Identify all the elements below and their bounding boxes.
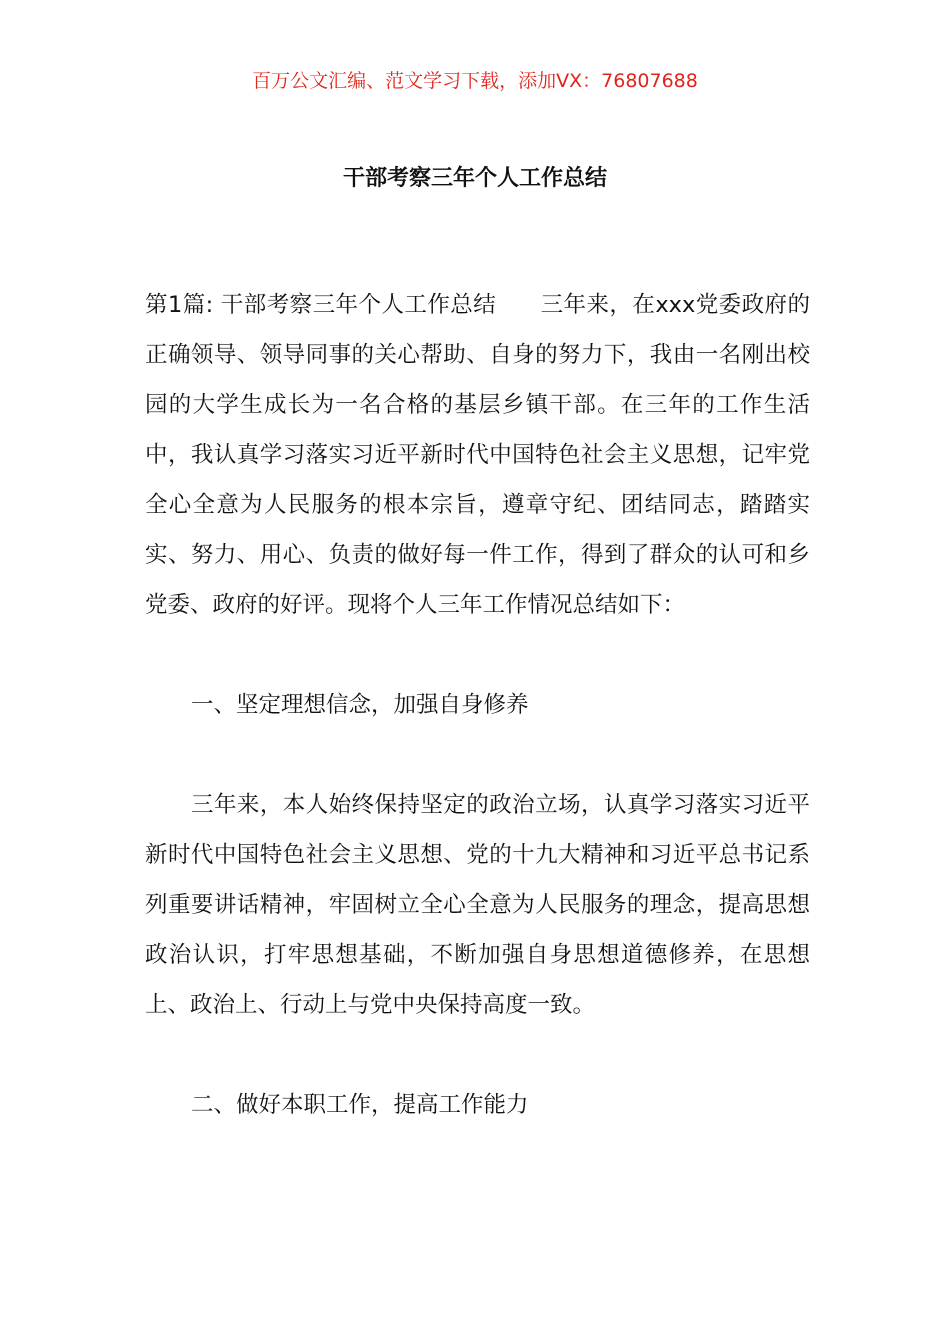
document-body (145, 280, 810, 1130)
paragraph-gap (145, 630, 810, 680)
paragraph-gap (145, 730, 810, 780)
intro-paragraph (145, 280, 810, 630)
intro-label: 第1篇: 干部考察三年个人工作总结 (145, 292, 497, 318)
header-notice: 百万公文汇编、范文学习下载，添加VX：76807688 (252, 70, 698, 92)
paragraph-gap (145, 1030, 810, 1080)
section-heading-1: 一、坚定理想信念，加强自身修养 (191, 692, 529, 718)
section-heading-2: 二、做好本职工作，提高工作能力 (191, 1092, 529, 1118)
document-title: 干部考察三年个人工作总结 (342, 166, 607, 191)
intro-text: 三年来，在xxx党委政府的正确领导、领导同事的关心帮助、自身的努力下，我由一名刚出校园的大学生成长为一名合格的基层乡镇干部。在三年的工作生活中，我认真学习落实习近平新时代中国特色社会主义思想，记牢党全心全意为人民服务的根本宗旨，遵章守纪、团结同志，踏踏实实、努力、用心、负责的做好每一件工作，得到了群众的认可和乡党委、政府的好评。现将个人三年工作情况总结如下： (145, 292, 810, 618)
section-body-1: 三年来，本人始终保持坚定的政治立场，认真学习落实习近平新时代中国特色社会主义思想、党的十九大精神和习近平总书记系列重要讲话精神，牢固树立全心全意为人民服务的理念，提高思想政治认识，打牢思想基础，不断加强自身思想道德修养，在思想上、政治上、行动上与党中央保持高度一致。 (145, 792, 810, 1018)
